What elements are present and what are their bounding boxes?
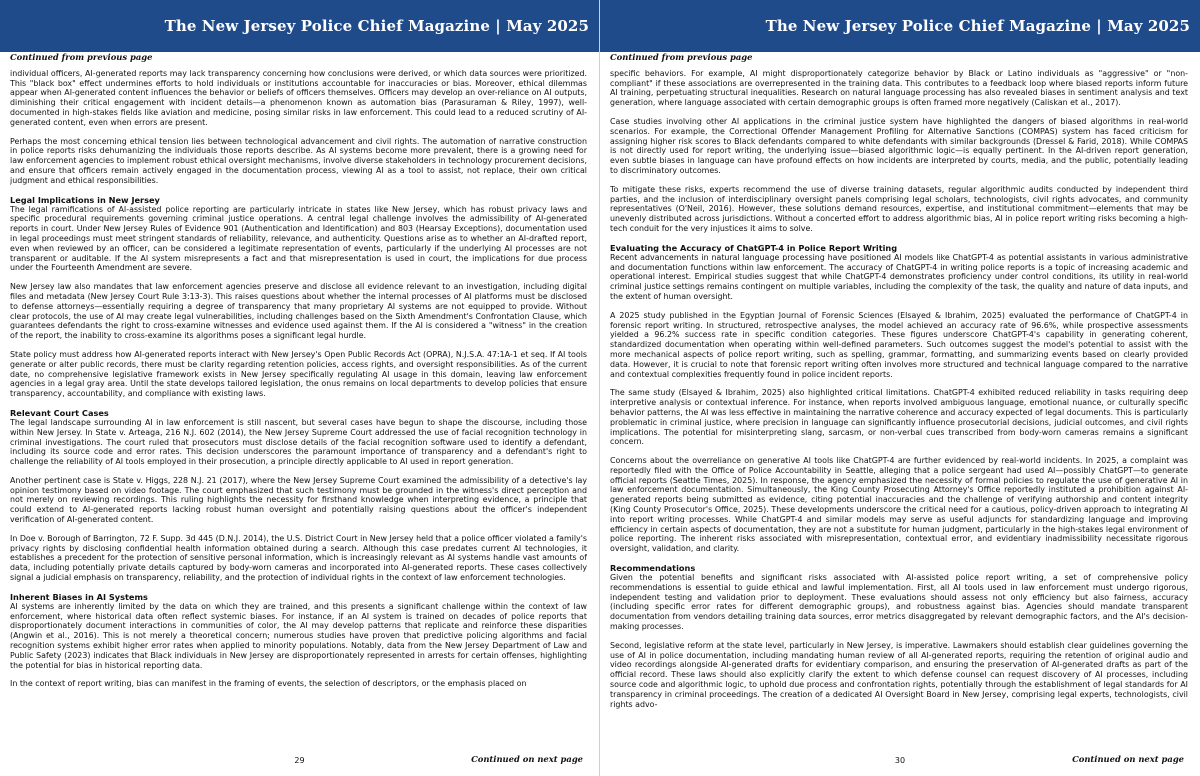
section-heading: Inherent Biases in AI Systems: [10, 591, 148, 602]
article-body: [10, 53, 587, 748]
page-number: 30: [894, 756, 906, 765]
section-heading: Relevant Court Cases: [10, 407, 109, 418]
body-paragraph: Recent advancements in natural language processing have positioned AI models like ChatGPT-4 as potential assistants in various administrative and documentation functions within law enforcement. The accuracy of ChatGPT-4 in writing police reports is a topic of increasing academic and operational interest. Empirical studies suggest that while ChatGPT-4 demonstrates proficiency under control conditions, its utility in real-world criminal justice settings remains contingent on multiple variables, including the complexity of the task, the quality and nature of data inputs, and the extent of human oversight.: [610, 252, 1188, 301]
body-paragraph: The legal ramifications of AI-assisted police reporting are particularly intricate in states like New Jersey, which has robust privacy laws and specific procedural requirements governing criminal justice operations. A central legal challenge involves the admissibility of AI-generated reports in court. Under New Jersey Rules of Evidence 901 (Authentication and Identification) and 803 (Hearsay Exceptions), documentation used in legal proceedings must meet stringent standards of reliability, relevance, and authenticity. Questions arise as to whether an AI-drafted report, even when reviewed by an officer, can be considered a legitimate representation of events, particularly if the underlying AI processes are not transparent or auditable. If the AI system misrepresents a fact and that misrepresentation is used in court, the implications for due process under the Fourteenth Amendment are severe.: [10, 204, 587, 273]
body-paragraph: Another pertinent case is State v. Higgs, 228 N.J. 21 (2017), where the New Jersey Supreme Court examined the admissibility of a detective's lay opinion testimony based on video footage. The court emphasized that such testimony must be grounded in the witness's direct perception and not merely on reviewing recordings. This ruling highlights the necessity for firsthand knowledge when interpreting evidence, a principle that could extend to AI-generated reports lacking robust human oversight and potentially raising questions about the officer's independent verification of AI-generated content.: [10, 475, 587, 525]
body-paragraph: A 2025 study published in the Egyptian Journal of Forensic Sciences (Elsayed & Ibrahim, 2025) evaluated the performance of ChatGPT-4 in forensic report writing. In structured, retrospective analyses, the model achieved an accuracy rate of 96.6%, while prospective assessments yielded a 96.2% success rate in specific condition categories. These figures underscore ChatGPT-4's capability in generating coherent, standardized documentation when operating within well-defined parameters. Such outcomes suggest the model's potential to assist with the more mechanical aspects of police report writing, such as spelling, grammar, formatting, and summarizing events based on clearly provided data. However, it is crucial to note that forensic report writing often involves more structured and technical language compared to the narrative and contextual complexities frequently found in police incident reports.: [610, 310, 1188, 379]
page-header: [600, 0, 1200, 52]
continued-next-link[interactable]: Continued on next page: [471, 754, 583, 764]
body-paragraph: Perhaps the most concerning ethical tension lies between technological advancement and civil rights. The automation of narrative construction in police reports risks dehumanizing the individuals those reports describe. As AI systems become more prevalent, there is a growing need for law enforcement agencies to implement robust ethical oversight mechanisms, involve diverse stakeholders in technology procurement decisions, and ensure that officers remain actively engaged in the documentation process, viewing AI as a tool to assist, not replace, their own critical judgment and ethical responsibilities.: [10, 136, 587, 185]
article-body: [610, 53, 1188, 748]
paragraph-list: [10, 69, 587, 689]
continued-next-link[interactable]: Continued on next page: [1072, 754, 1184, 764]
body-paragraph: New Jersey law also mandates that law enforcement agencies preserve and disclose all evidence relevant to an investigation, including digital files and metadata (New Jersey Court Rule 3:13-3). This raises questions about whether the internal processes of AI platforms must be disclosed to defense attorneys—essentially requiring a degree of transparency that many proprietary AI systems are not equipped to provide. Without clear protocols, the use of AI may create legal vulnerabilities, including challenges based on the Sixth Amendment's Confrontation Clause, which guarantees defendants the right to cross-examine witnesses and evidence used against them. If the AI is considered a "witness" in the creation of the report, the inability to cross-examine its algorithms poses a significant legal hurdle.: [10, 282, 587, 341]
page-footer: [0, 754, 599, 768]
section-heading: Legal Implications in New Jersey: [10, 194, 160, 205]
body-paragraph: To mitigate these risks, experts recommend the use of diverse training datasets, regular algorithmic audits conducted by independent third parties, and the inclusion of interdisciplinary oversight panels comprising legal scholars, technologists, civil rights advocates, and community representatives (O'Neil, 2016). However, these solutions demand resources, expertise, and institutional commitment—elements that may be unevenly distributed across jurisdictions. Without a concerted effort to address algorithmic bias, AI in police report writing risks becoming a high-tech conduit for the very injustices it aims to solve.: [610, 184, 1188, 233]
body-paragraph: Concerns about the overreliance on generative AI tools like ChatGPT-4 are further evidenced by real-world incidents. In 2025, a complaint was reportedly filed with the Office of Police Accountability in Seattle, alleging that a police sergeant had used AI—possibly ChatGPT—to generate official reports (Seattle Times, 2025). In response, the agency emphasized the necessity of formal policies to regulate the use of generative AI in law enforcement documentation. Simultaneously, the King County Prosecuting Attorney's Office reportedly instituted a prohibition against AI-generated reports being submitted as evidence, citing potential inaccuracies and the challenge of verifying authorship and content integrity (King County Prosecutor's Office, 2025). These developments underscore the critical need for a cautious, policy-driven approach to integrating AI into report writing processes. While ChatGPT-4 and similar models may serve as useful adjuncts for standardizing language and improving efficiency in certain aspects of documentation, they are not a substitute for human judgment, particularly in the high-stakes legal environment of police reporting. The inherent risks associated with misrepresentation, contextual error, and evidentiary inadmissibility necessitate rigorous oversight, validation, and clarity.: [610, 456, 1188, 554]
body-paragraph: State policy must address how AI-generated reports interact with New Jersey's Open Public Records Act (OPRA), N.J.S.A. 47:1A-1 et seq. If AI tools generate or alter public records, there must be clarity regarding retention policies, access rights, and oversight responsibilities. As of the current date, no comprehensive legislative framework exists in New Jersey specifically regulating AI usage in this domain, leaving law enforcement agencies in a legal gray area. Until the state develops tailored legislation, the onus remains on local departments to develop policies that ensure transparency, accountability, and compliance with existing laws.: [10, 349, 587, 399]
body-paragraph: The same study (Elsayed & Ibrahim, 2025) also highlighted critical limitations. ChatGPT-4 exhibited reduced reliability in tasks requiring deep interpretive analysis or contextual inference. For instance, when reports involved ambiguous language, emotional nuance, or culturally specific behavior patterns, the AI was less effective in maintaining the narrative coherence and accuracy expected of legal documents. This is particularly problematic in criminal justice, where precision in language can significantly influence prosecutorial decisions, judicial outcomes, and civil rights implications. The potential for misinterpreting slang, sarcasm, or non-verbal cues transcribed from body-worn cameras remains a significant concern.: [610, 388, 1188, 447]
section-heading: Recommendations: [610, 563, 696, 574]
continued-from-label: Continued from previous page: [610, 53, 753, 62]
continued-from-label: Continued from previous page: [10, 53, 153, 62]
magazine-title: The New Jersey Police Chief Magazine | May 2025: [164, 17, 589, 35]
section-heading: Evaluating the Accuracy of ChatGPT-4 in Police Report Writing: [610, 242, 898, 253]
body-paragraph: specific behaviors. For example, AI might disproportionately categorize behavior by Black or Latino individuals as "aggressive" or "non-compliant" if these associations are overrepresented in the training data. This contributes to a feedback loop where biased reports inform future AI training, perpetuating structural inequalities. Research on natural language processing has also revealed biases in sentiment analysis and text generation, where language associated with certain demographic groups is often framed more negatively (Caliskan et al., 2017).: [610, 68, 1188, 108]
page-footer: [600, 754, 1200, 768]
body-paragraph: Given the potential benefits and significant risks associated with AI-assisted police report writing, a set of comprehensive policy recommendations is essential to guide ethical and lawful implementation. First, all AI tools used in law enforcement must undergo rigorous, independent testing and validation prior to deployment. These evaluations should assess not only efficiency but also fairness, accuracy (including specific error rates for different demographic groups), and robustness against bias. Agencies should mandate transparent documentation from vendors detailing training data sources, error metrics disaggregated by relevant demographic factors, and the AI's decision-making processes.: [610, 573, 1188, 632]
body-paragraph: AI systems are inherently limited by the data on which they are trained, and this presents a significant challenge within the context of law enforcement, where historical data often reflect systemic biases. For instance, if an AI system is trained on decades of police reports that disproportionately document interactions in communities of color, the AI may develop patterns that replicate and reinforce these disparities (Angwin et al., 2016). This is not merely a theoretical concern; numerous studies have proven that predictive policing algorithms and facial recognition systems exhibit higher error rates when applied to minority populations. Notably, data from the New Jersey Department of Law and Public Safety (2023) indicates that Black individuals in New Jersey are disproportionately represented in arrests for certain offenses, highlighting the potential for bias in historical reporting data.: [10, 601, 587, 670]
page-right: [600, 0, 1200, 776]
page-header: [0, 0, 599, 52]
paragraph-list: [610, 69, 1188, 710]
body-paragraph: Case studies involving other AI applications in the criminal justice system have highlighted the dangers of biased algorithms in real-world scenarios. For example, the Correctional Offender Management Profiling for Alternative Sanctions (COMPAS) system has faced criticism for assigning higher risk scores to Black defendants compared to white defendants with similar backgrounds (Dressel & Farid, 2018). While COMPAS is not directly used for report writing, the underlying issue—biased algorithmic logic—is equally pertinent. In the AI-driven report generation, even subtle biases in language can have profound effects on how incidents are interpreted by courts, media, and the public, potentially leading to discriminatory outcomes.: [610, 116, 1188, 175]
body-paragraph: The legal landscape surrounding AI in law enforcement is still nascent, but several cases have begun to shape the discourse, including those within New Jersey. In State v. Arteaga, 216 N.J. 602 (2014), the New Jersey Supreme Court addressed the use of facial recognition technology in criminal investigations. The court ruled that prosecutors must disclose details of the facial recognition software used to identify a defendant, including its source code and error rates. This decision underscores the paramount importance of transparency and a defendant's right to challenge the reliability of AI tools employed in their prosecution, a principle directly applicable to AI used in report generation.: [10, 417, 587, 467]
body-paragraph: Second, legislative reform at the state level, particularly in New Jersey, is imperative. Lawmakers should establish clear guidelines governing the use of AI in police documentation, including mandating human review of all AI-generated reports, requiring the retention of original audio and video recordings alongside AI-generated drafts for evidentiary comparison, and ensuring the preservation of AI-generated drafts as part of the official record. These laws should also explicitly clarify the extent to which defense counsel can request discovery of AI processes, including source code and algorithmic logic, to uphold due process and confrontation rights, potentially through the establishment of legal standards for AI transparency in criminal proceedings. The creation of a dedicated AI Oversight Board in New Jersey, comprising legal experts, technologists, civil rights advo-: [610, 640, 1188, 709]
body-paragraph: In the context of report writing, bias can manifest in the framing of events, the selection of descriptors, or the emphasis placed on: [10, 679, 527, 689]
body-paragraph: individual officers, AI-generated reports may lack transparency concerning how conclusions were derived, or which data sources were prioritized. This "black box" effect undermines efforts to hold individuals or institutions accountable for inaccuracies or bias. Moreover, ethical dilemmas appear when AI-generated content influences the behavior or beliefs of officers themselves. Officers may develop an over-reliance on AI outputs, diminishing their critical engagement with incident details—a phenomenon known as automation bias (Parasuraman & Riley, 1997), well-documented in high-stakes fields like aviation and medicine, posing similar risks in law enforcement. This could lead to a reduced scrutiny of AI-generated content, even when errors are present.: [10, 68, 587, 127]
body-paragraph: In Doe v. Borough of Barrington, 72 F. Supp. 3d 445 (D.N.J. 2014), the U.S. District Court in New Jersey held that a police officer violated a family's privacy rights by disclosing confidential health information obtained during a search. Although this case predates current AI technologies, it establishes a precedent for the protection of sensitive personal information, which is increasingly relevant as AI systems handle vast amounts of data, including potentially private details captured by body-worn cameras and incorporated into AI-generated reports. These cases collectively signal a judicial emphasis on transparency, reliability, and the protection of individual rights in the context of law enforcement technologies.: [10, 533, 587, 583]
page-number: 29: [294, 756, 305, 765]
magazine-title: The New Jersey Police Chief Magazine | May 2025: [765, 17, 1190, 35]
